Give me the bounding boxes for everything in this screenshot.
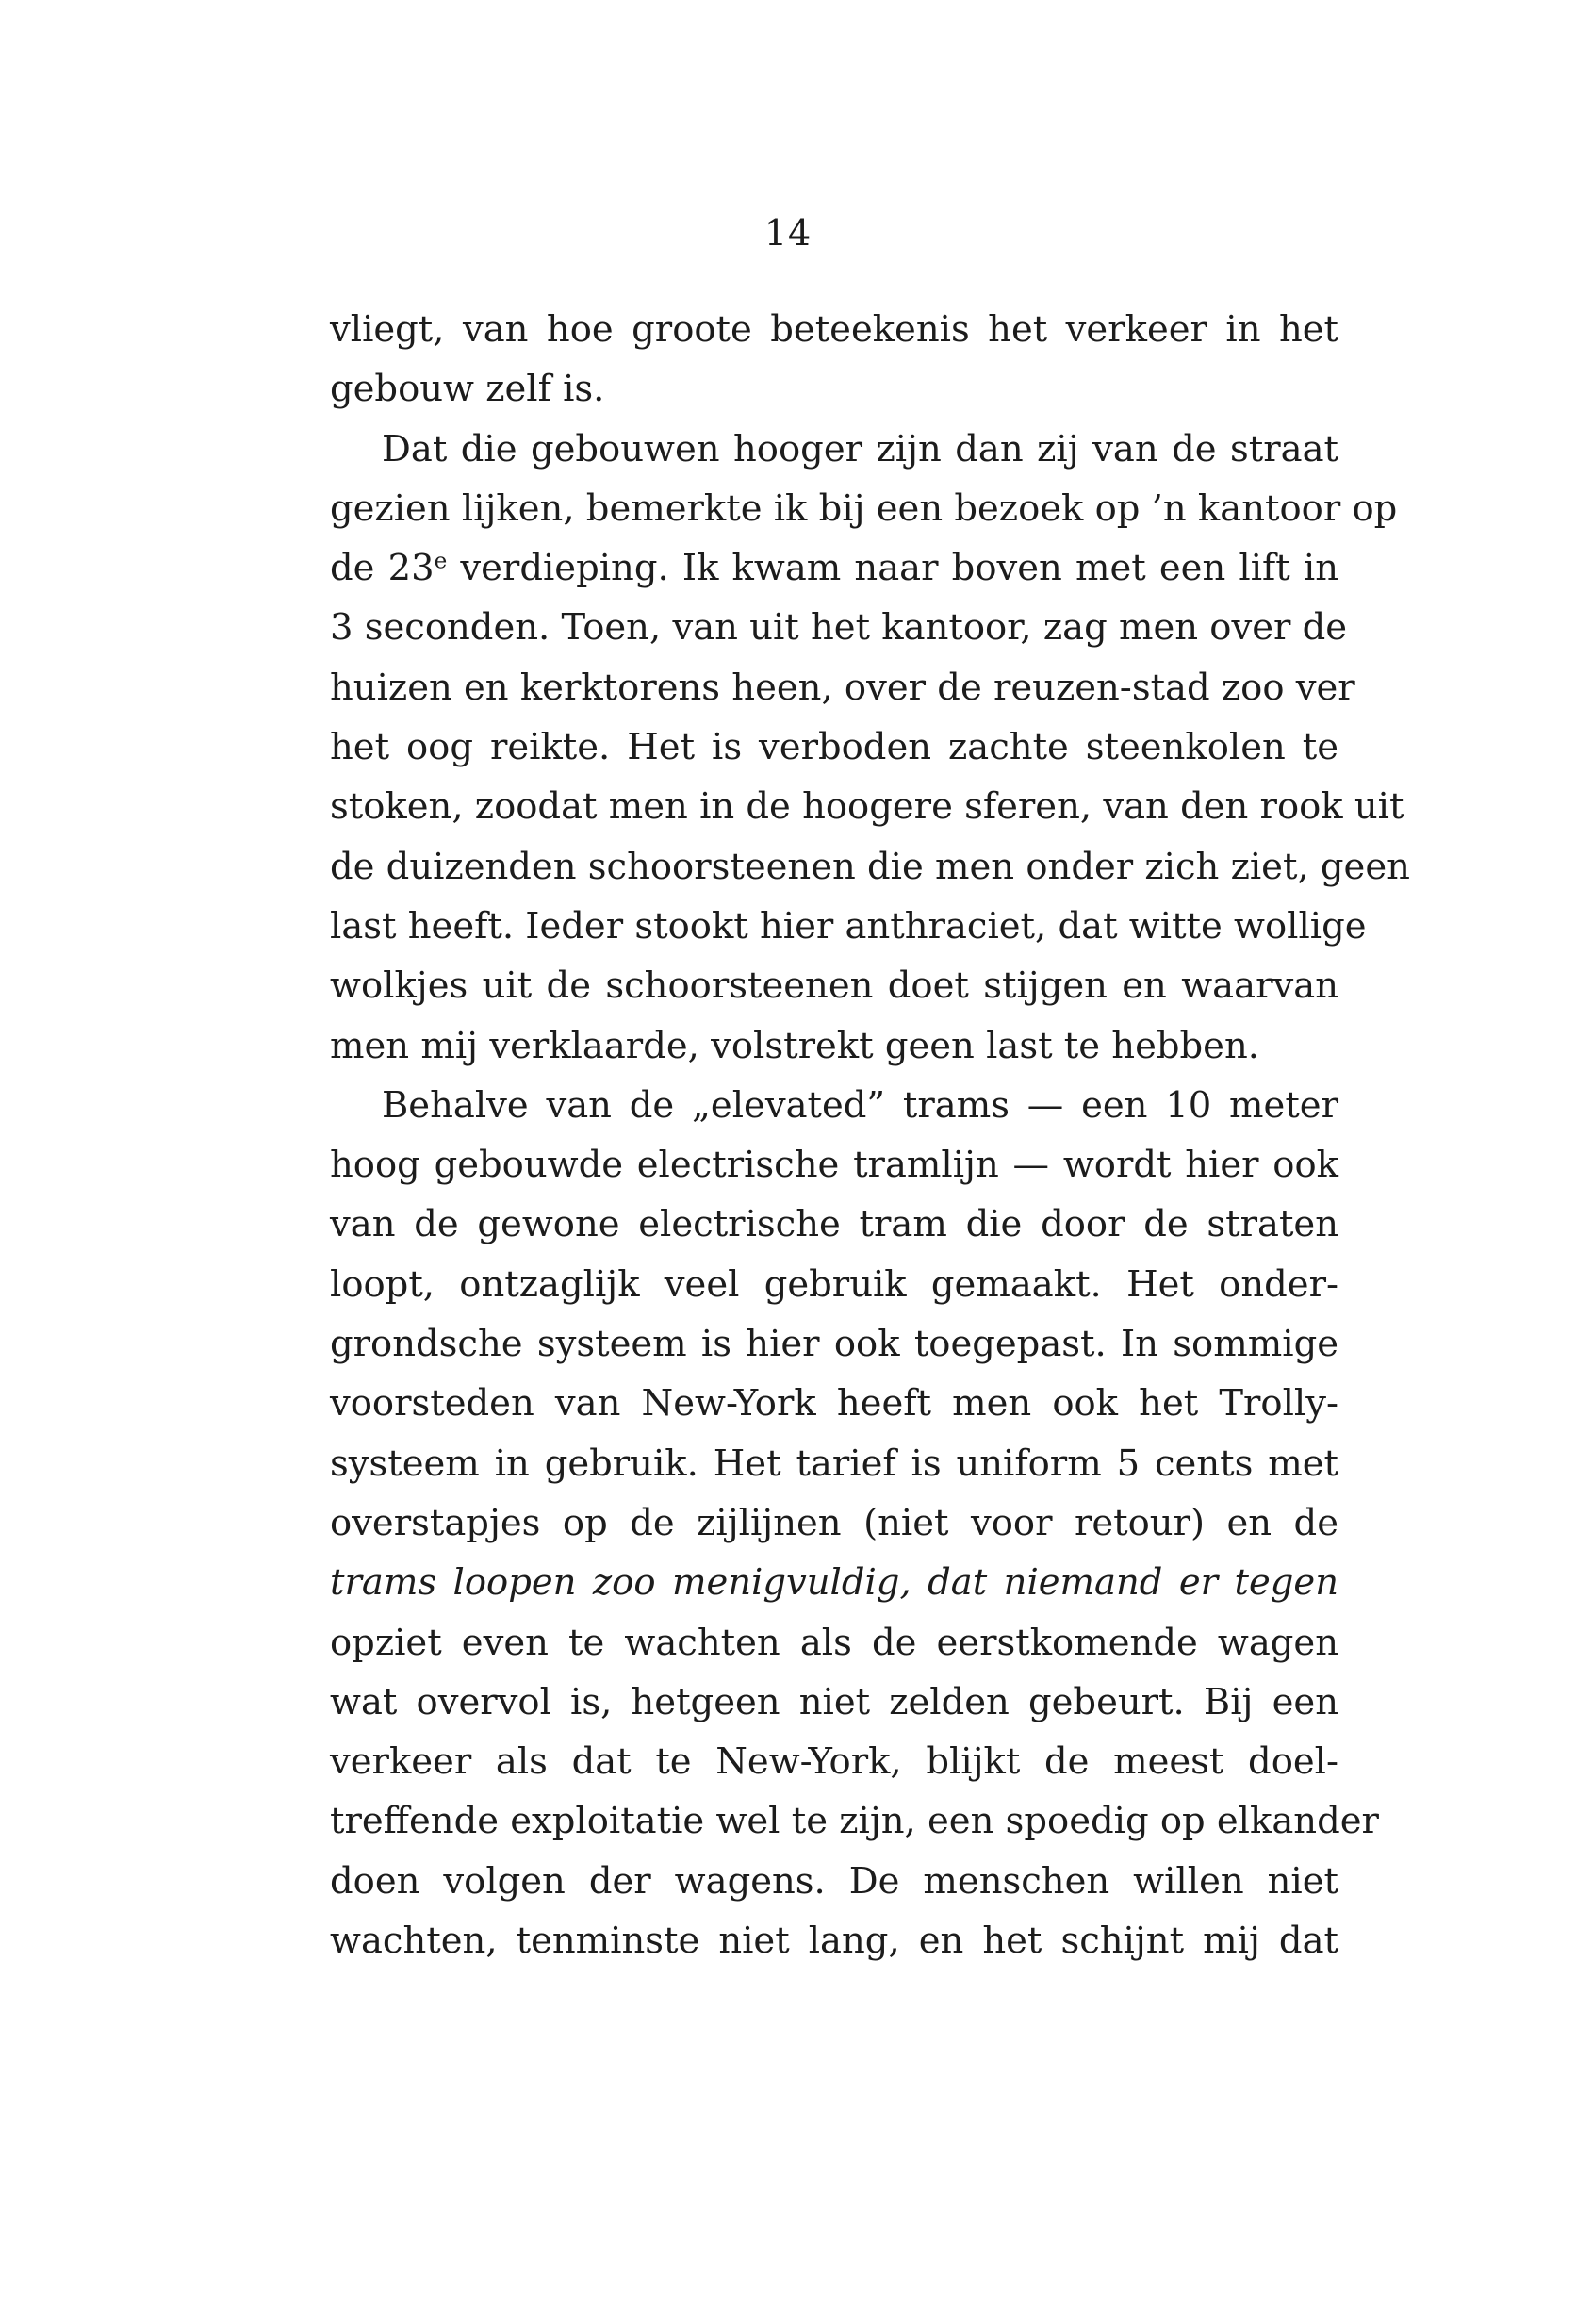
text-line: last heeft. Ieder stookt hier anthraciet, dat witte wollige <box>330 904 1367 948</box>
text-line: men mij verklaarde, volstrekt geen last te hebben. <box>330 1024 1259 1067</box>
text-line: van de gewone electrische tram die door de straten <box>330 1203 1338 1246</box>
text-line: huizen en kerktorens heen, over de reuzen-stad zoo ver <box>330 666 1355 709</box>
text-line: 3 seconden. Toen, van uit het kantoor, zag men over de <box>330 606 1348 650</box>
text-fragment: verdieping. Ik kwam naar boven met een lift in <box>447 547 1338 590</box>
text-line: wolkjes uit de schoorsteenen doet stijgen en waarvan <box>330 964 1338 1008</box>
text-line: wachten, tenminste niet lang, en het schijnt mij dat <box>330 1920 1338 1963</box>
text-line: gebouw zelf is. <box>330 368 605 411</box>
text-line: de duizenden schoorsteenen die men onder zich ziet, geen <box>330 845 1410 888</box>
text-line: wat overvol is, hetgeen niet zelden gebeurt. Bij een <box>330 1680 1338 1723</box>
text-line: vliegt, van hoe groote beteekenis het verkeer in het <box>330 308 1338 351</box>
italic-text: trams loopen zoo menigvuldig, dat niemand er tegen <box>330 1561 1338 1605</box>
ordinal-superscript: e <box>434 549 448 574</box>
text-fragment: de 23 <box>330 547 435 590</box>
paragraph-1 <box>330 300 1338 420</box>
text-line: systeem in gebruik. Het tarief is uniform 5 cents met <box>330 1442 1338 1485</box>
text-line: loopt, ontzaglijk veel gebruik gemaakt. Het onder- <box>330 1262 1338 1306</box>
text-line: stoken, zoodat men in de hoogere sferen, van den rook uit <box>330 785 1404 829</box>
paragraph-3 <box>330 1076 1379 1970</box>
text-line: opziet even te wachten als de eerstkomende wagen <box>330 1621 1338 1664</box>
text-line: grondsche systeem is hier ook toegepast. In sommige <box>330 1323 1338 1366</box>
body-text <box>330 300 1410 1970</box>
text-line: doen volgen der wagens. De menschen willen niet <box>330 1859 1338 1903</box>
page-number: 14 <box>763 212 813 254</box>
text-line-with-superscript <box>330 538 1338 598</box>
text-line: Dat die gebouwen hooger zijn dan zij van de straat <box>382 427 1338 470</box>
text-line: treffende exploitatie wel te zijn, een spoedig op elkander <box>330 1800 1379 1843</box>
text-line: verkeer als dat te New-York, blijkt de meest doel- <box>330 1740 1338 1784</box>
text-line-italic <box>330 1553 1338 1612</box>
text-line: overstapjes op de zijlijnen (niet voor retour) en de <box>330 1501 1338 1544</box>
text-line: gezien lijken, bemerkte ik bij een bezoek op ’n kantoor op <box>330 486 1398 530</box>
text-line: voorsteden van New-York heeft men ook het Trolly- <box>330 1382 1338 1426</box>
text-line: hoog gebouwde electrische tramlijn — wordt hier ook <box>330 1144 1338 1187</box>
text-line: Behalve van de „elevated” trams — een 10 meter <box>382 1083 1338 1127</box>
paragraph-2 <box>330 420 1410 1076</box>
text-line: het oog reikte. Het is verboden zachte steenkolen te <box>330 726 1338 769</box>
